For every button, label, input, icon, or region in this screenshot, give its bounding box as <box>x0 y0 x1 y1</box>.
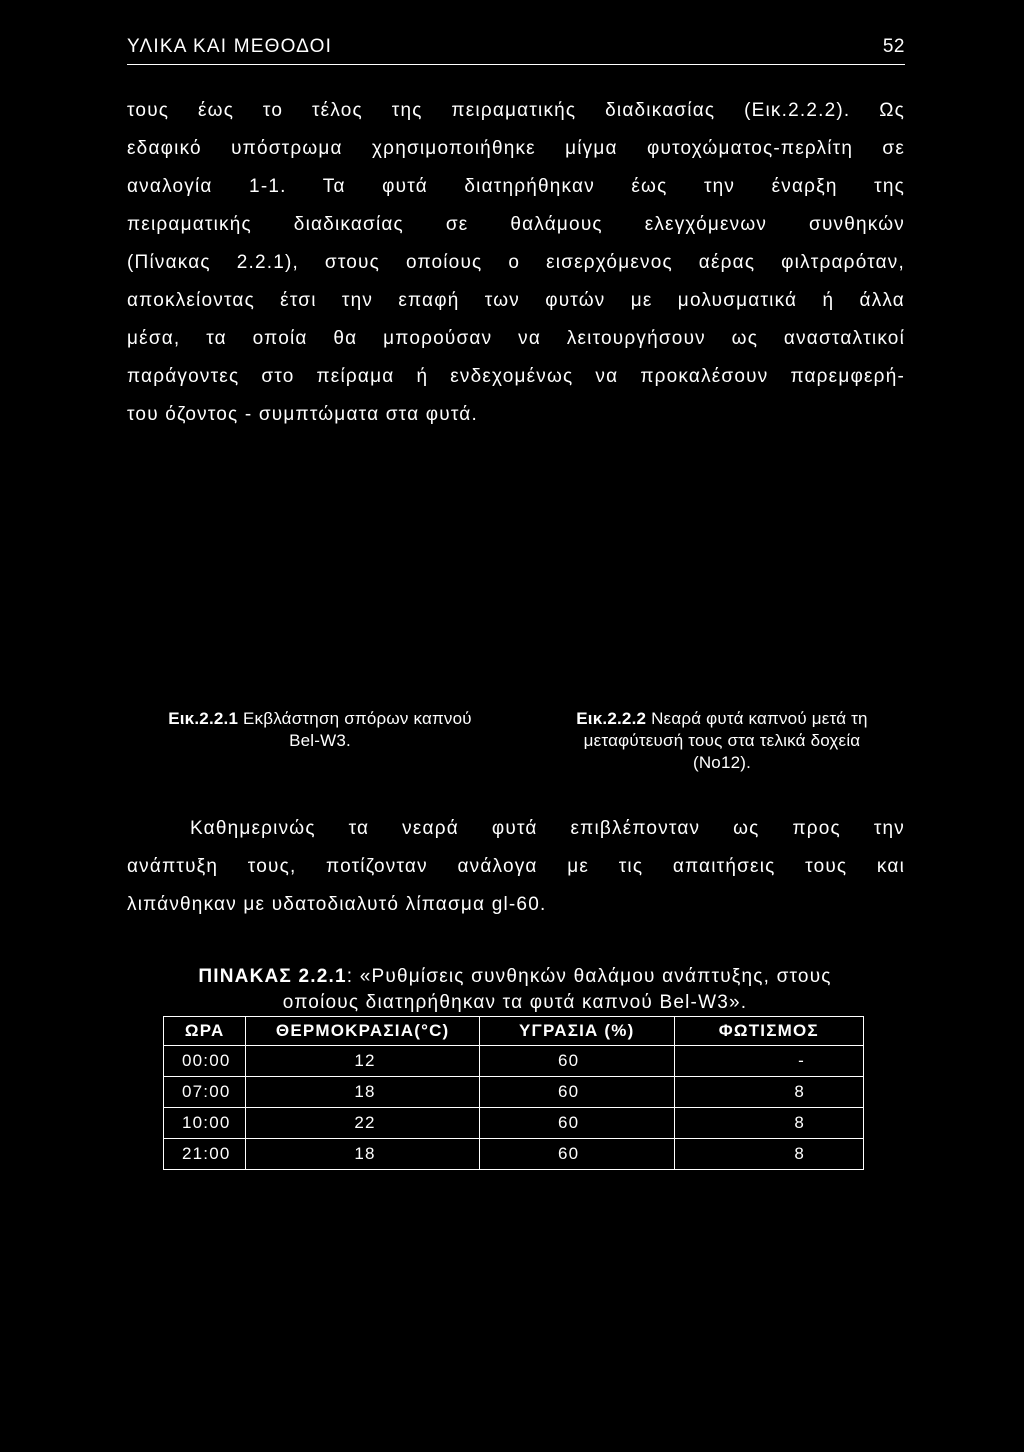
cell-temperature: 22 <box>246 1108 480 1139</box>
cell-time: 07:00 <box>164 1077 246 1108</box>
chamber-settings-table <box>163 1016 864 1170</box>
table-row <box>164 1077 864 1108</box>
figure-caption-2 <box>532 708 912 774</box>
column-header-lighting: ΦΩΤΙΣΜΟΣ <box>674 1017 863 1046</box>
paragraph-line: αναλογία 1-1. Τα φυτά διατηρήθηκαν έως την έναρξη της <box>127 176 905 197</box>
caption-text: μεταφύτευσή τους στα τελικά δοχεία <box>583 731 861 750</box>
column-header-humidity: ΥΓΡΑΣΙΑ (%) <box>479 1017 674 1046</box>
cell-temperature: 18 <box>246 1077 480 1108</box>
paragraph-line: μέσα, τα οποία θα μπορούσαν να λειτουργήσουν ως ανασταλτικοί <box>127 328 905 349</box>
table-title-text: : «Ρυθμίσεις συνθηκών θαλάμου ανάπτυξης, στους <box>346 966 832 987</box>
cell-humidity: 60 <box>479 1108 674 1139</box>
paragraph-line: τους έως το τέλος της πειραματικής διαδικασίας (Εικ.2.2.2). Ως <box>127 100 905 121</box>
paragraph-care <box>127 810 905 924</box>
paragraph-line: παράγοντες στο πείραμα ή ενδεχομένως να προκαλέσουν παρεμφερή- <box>127 366 905 387</box>
table-label: ΠΙΝΑΚΑΣ 2.2.1 <box>198 966 347 987</box>
paragraph-line: (Πίνακας 2.2.1), στους οποίους ο εισερχόμενος αέρας φιλτραρόταν, <box>127 252 905 273</box>
figure-label: Εικ.2.2.2 <box>576 709 647 728</box>
chapter-title: ΥΛΙΚΑ ΚΑΙ ΜΕΘΟΔΟΙ <box>127 36 333 57</box>
figure-caption-1 <box>130 708 510 752</box>
caption-text: (No12). <box>692 753 752 772</box>
table-row <box>164 1139 864 1170</box>
page-number: 52 <box>882 36 905 57</box>
paragraph-line: Καθημερινώς τα νεαρά φυτά επιβλέπονταν ως προς την <box>190 818 905 839</box>
paragraph-line: του όζοντος - συμπτώματα στα φυτά. <box>127 404 478 425</box>
table-header-row <box>164 1017 864 1046</box>
running-header <box>127 34 905 65</box>
figure-area <box>127 440 905 702</box>
cell-lighting: 8 <box>674 1139 863 1170</box>
column-header-temperature: ΘΕΡΜΟΚΡΑΣΙΑ(°C) <box>246 1017 480 1046</box>
cell-lighting: 8 <box>674 1077 863 1108</box>
cell-humidity: 60 <box>479 1046 674 1077</box>
paragraph-line: λιπάνθηκαν με υδατοδιαλυτό λίπασμα gl-60. <box>127 894 547 915</box>
cell-humidity: 60 <box>479 1139 674 1170</box>
cell-lighting: - <box>674 1046 863 1077</box>
column-header-time: ΩΡΑ <box>164 1017 246 1046</box>
cell-time: 00:00 <box>164 1046 246 1077</box>
table-title <box>130 964 900 1016</box>
cell-lighting: 8 <box>674 1108 863 1139</box>
paragraph-line: ανάπτυξη τους, ποτίζονταν ανάλογα με τις απαιτήσεις τους και <box>127 856 905 877</box>
paragraph-line: πειραματικής διαδικασίας σε θαλάμους ελεγχόμενων συνθηκών <box>127 214 905 235</box>
paragraph-line: εδαφικό υπόστρωμα χρησιμοποιήθηκε μίγμα φυτοχώματος-περλίτη σε <box>127 138 905 159</box>
caption-text: Εκβλάστηση σπόρων καπνού <box>238 709 472 728</box>
figure-label: Εικ.2.2.1 <box>168 709 239 728</box>
paragraph-materials <box>127 92 905 434</box>
caption-text: Νεαρά φυτά καπνού μετά τη <box>646 709 868 728</box>
caption-text: Bel-W3. <box>289 731 351 750</box>
cell-time: 10:00 <box>164 1108 246 1139</box>
paragraph-line: αποκλείοντας έτσι την επαφή των φυτών με μολυσματικά ή άλλα <box>127 290 905 311</box>
table-title-text: οποίους διατηρήθηκαν τα φυτά καπνού Bel-W3». <box>282 992 748 1013</box>
cell-temperature: 18 <box>246 1139 480 1170</box>
cell-temperature: 12 <box>246 1046 480 1077</box>
cell-humidity: 60 <box>479 1077 674 1108</box>
table-row <box>164 1046 864 1077</box>
cell-time: 21:00 <box>164 1139 246 1170</box>
table-row <box>164 1108 864 1139</box>
